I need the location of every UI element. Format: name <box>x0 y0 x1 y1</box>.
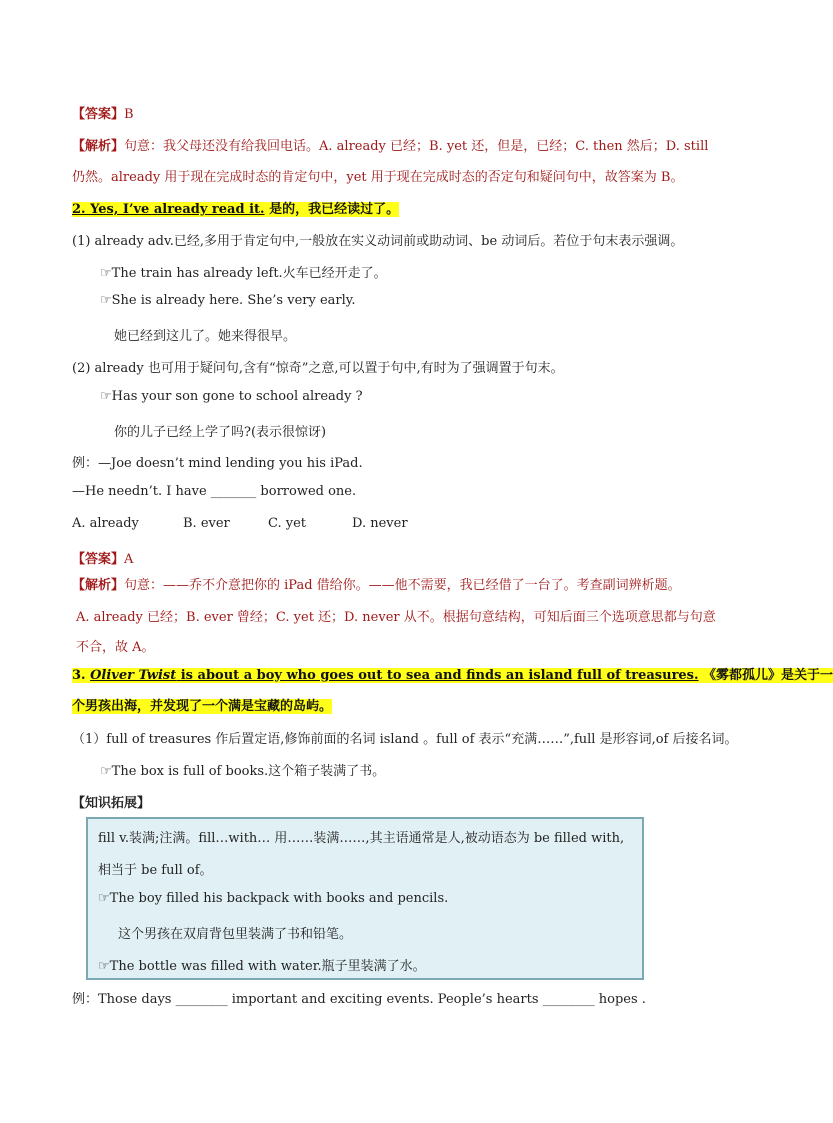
option-a: A. already <box>72 516 139 531</box>
knowledge-box <box>86 817 644 980</box>
option-c: C. yet <box>268 516 307 531</box>
point-title-en: 2. Yes, I’ve already read it. <box>72 202 265 217</box>
example-sentence: ☞Has your son gone to school already ? <box>100 389 363 404</box>
example-translation: 这个男孩在双肩背包里装满了书和铅笔。 <box>118 927 353 942</box>
example-sentence: ☞The train has already left.火车已经开走了。 <box>100 266 387 281</box>
example-translation: 你的儿子已经上学了吗?(表示很惊讶) <box>114 425 327 440</box>
point-title-continued <box>72 695 332 714</box>
point-title <box>72 198 399 217</box>
analysis-text: 句意：我父母还没有给我回电话。A. already 已经；B. yet 还，但是，已经；C. then 然后；D. still <box>124 139 709 154</box>
analysis-label: 【解析】 <box>72 139 125 154</box>
analysis-line: 不合，故 A。 <box>76 640 155 655</box>
analysis-label: 【解析】 <box>72 578 125 593</box>
point-title-zh: 是的，我已经读过了。 <box>264 202 400 217</box>
point-title-prefix: 3. <box>72 668 91 683</box>
point-title-en: is about a boy who goes out to sea and finds an island full of treasures. <box>176 668 699 683</box>
point-title-zh: 个男孩出海，并发现了一个满是宝藏的岛屿。 <box>72 699 333 714</box>
answer-label <box>72 548 133 567</box>
option-d: D. never <box>352 516 408 531</box>
explanation-paragraph: （1）full of treasures 作后置定语,修饰前面的名词 island 。full of 表示“充满……”,full 是形容词,of 后接名词。 <box>72 732 738 747</box>
answer-label-text: 【答案】 <box>72 107 125 122</box>
example-sentence: ☞The box is full of books.这个箱子装满了书。 <box>100 764 386 779</box>
box-line: fill v.装满;注满。fill…with… 用……装满……,其主语通常是人,被动语态为 be filled with, <box>98 831 625 846</box>
analysis-line <box>72 574 681 593</box>
explanation-paragraph: (1) already adv.已经,多用于肯定句中,一般放在实义动词前或助动词、be 动词后。若位于句末表示强调。 <box>72 234 684 249</box>
point-title-book: Oliver Twist <box>90 668 177 683</box>
analysis-line <box>72 135 708 154</box>
question-line: 例：—Joe doesn’t mind lending you his iPad. <box>72 456 363 471</box>
question-line: 例：Those days ________ important and exciting events. People’s hearts ________ hopes . <box>72 992 646 1007</box>
option-b: B. ever <box>183 516 230 531</box>
analysis-line: A. already 已经；B. ever 曾经；C. yet 还；D. never 从不。根据句意结构，可知后面三个选项意思都与句意 <box>76 610 716 625</box>
analysis-text: 句意：——乔不介意把你的 iPad 借给你。——他不需要，我已经借了一台了。考查副词辨析题。 <box>124 578 681 593</box>
knowledge-extension-label: 【知识拓展】 <box>72 796 151 811</box>
point-title <box>72 664 833 683</box>
box-line: 相当于 be full of。 <box>98 863 213 878</box>
answer-label-text: 【答案】 <box>72 552 125 567</box>
example-translation: 她已经到这儿了。她来得很早。 <box>114 329 297 344</box>
analysis-line: 仍然。already 用于现在完成时态的肯定句中，yet 用于现在完成时态的否定句和疑问句中，故答案为 B。 <box>72 170 684 185</box>
answer-value: B <box>124 107 134 122</box>
question-line: —He needn’t. I have _______ borrowed one. <box>72 484 357 499</box>
answer-value: A <box>124 552 134 567</box>
example-sentence: ☞The boy filled his backpack with books and pencils. <box>98 891 449 906</box>
point-title-zh: 《雾都孤儿》是关于一 <box>698 668 833 683</box>
example-sentence: ☞The bottle was filled with water.瓶子里装满了水。 <box>98 959 426 974</box>
explanation-paragraph: (2) already 也可用于疑问句,含有“惊奇”之意,可以置于句中,有时为了强调置于句末。 <box>72 361 564 376</box>
answer-label <box>72 103 134 122</box>
example-sentence: ☞She is already here. She’s very early. <box>100 293 356 308</box>
